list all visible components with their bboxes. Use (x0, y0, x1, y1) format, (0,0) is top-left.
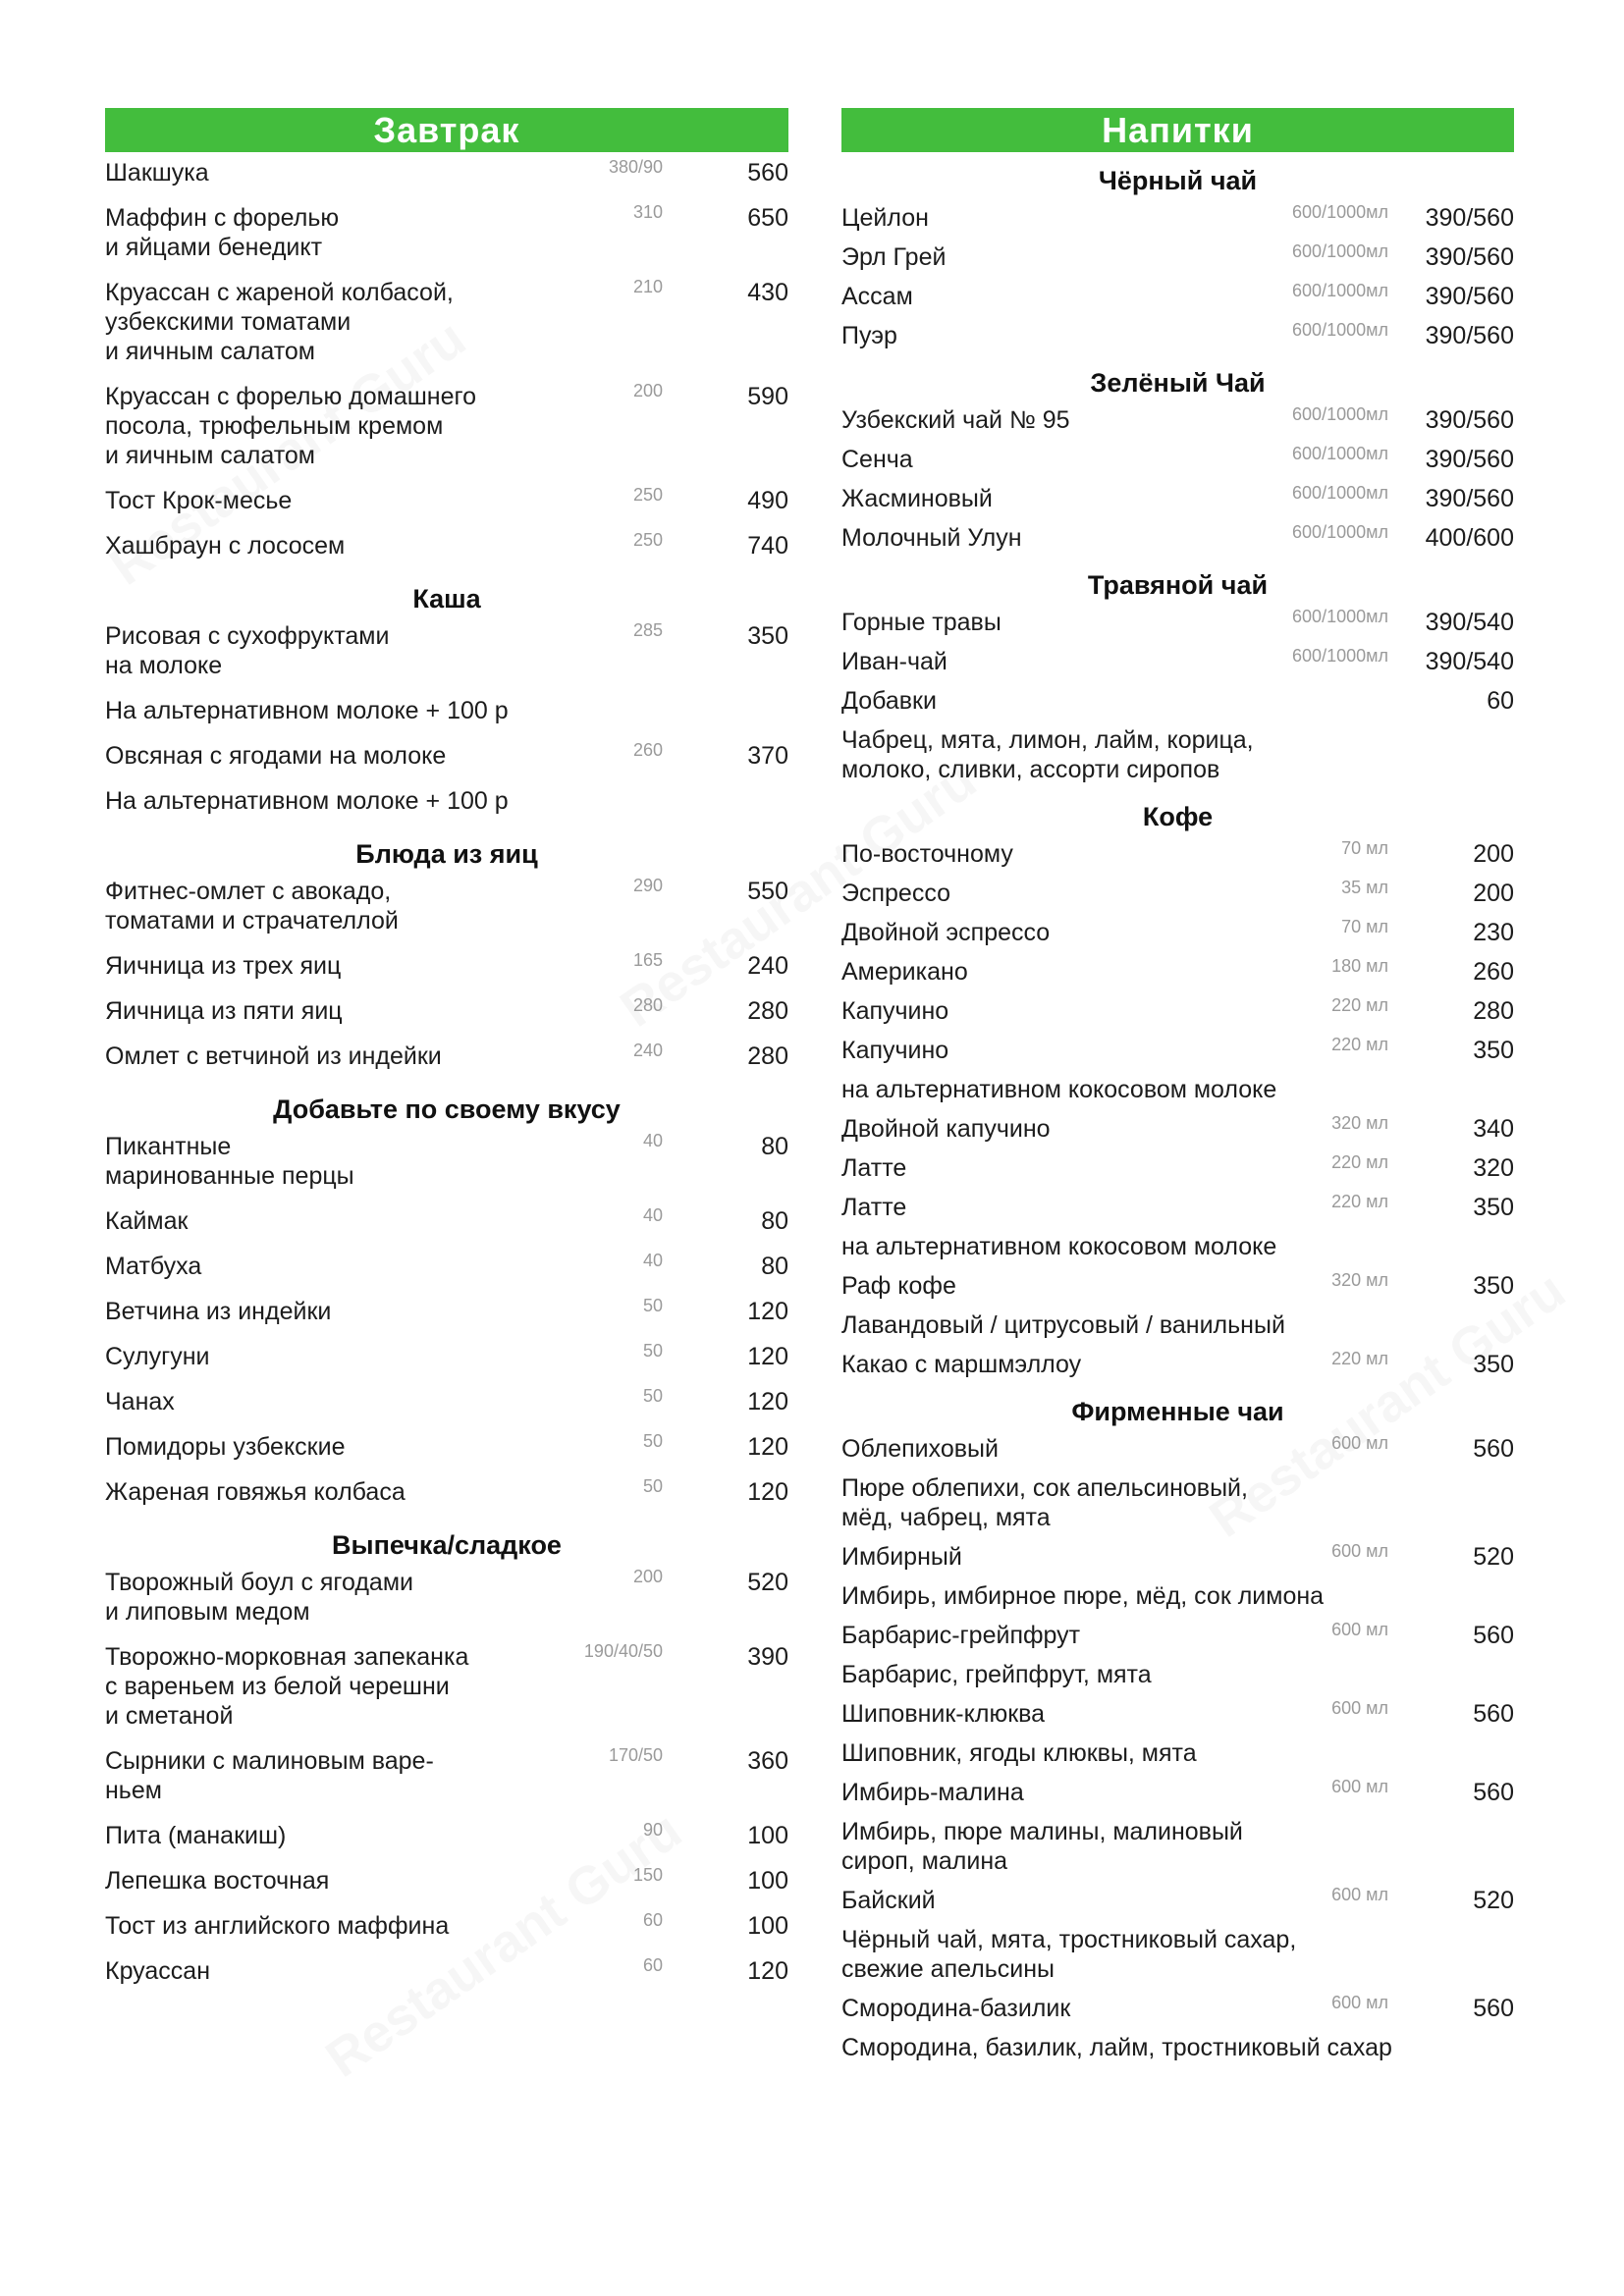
menu-item (105, 1432, 788, 1462)
item-name: Пита (манакиш) (105, 1822, 287, 1849)
item-name: Лепешка восточная (105, 1867, 330, 1895)
item-portion: 320 мл (1331, 1270, 1388, 1290)
section-heading: Зелёный Чай (1090, 368, 1266, 398)
menu-item (841, 321, 1514, 350)
item-portion: 250 (632, 485, 663, 505)
menu-item (105, 877, 788, 935)
item-price: 400/600 (1425, 524, 1514, 552)
item-name: Смородина-базилик (841, 1995, 1071, 2022)
menu-item (841, 725, 1514, 784)
item-name: Овсяная с ягодами на молоке (105, 742, 447, 770)
item-name: Жареная говяжья колбаса (105, 1478, 406, 1506)
item-name: Облепиховый (841, 1435, 999, 1463)
item-name: Имбирный (841, 1543, 962, 1571)
drinks-column (841, 108, 1514, 2072)
item-name: Шиповник-клюква (841, 1700, 1046, 1728)
item-price: 100 (747, 1912, 788, 1940)
menu-item (841, 686, 1514, 716)
item-name: Пюре облепихи, сок апельсиновый, мёд, чабрец, мята (841, 1474, 1248, 1531)
item-price: 520 (1473, 1887, 1514, 1914)
item-portion: 40 (642, 1131, 663, 1150)
item-portion: 600/1000мл (1292, 202, 1388, 222)
section-heading: Кофе (1142, 802, 1214, 831)
item-name: Омлет с ветчиной из индейки (105, 1042, 442, 1070)
item-portion: 50 (642, 1476, 663, 1496)
item-portion: 40 (642, 1205, 663, 1225)
item-name: Круассан с жареной колбасой, узбекскими томатами и яичным салатом (105, 279, 454, 365)
item-name: На альтернативном молоке + 100 р (105, 787, 509, 815)
item-price: 550 (747, 878, 788, 905)
item-portion: 220 мл (1331, 995, 1388, 1015)
item-price: 390/560 (1425, 283, 1514, 310)
menu-item (841, 1036, 1514, 1065)
item-portion: 200 (632, 381, 663, 400)
item-name: Имбирь, пюре малины, малиновый сироп, малина (841, 1818, 1243, 1875)
menu-item (841, 1886, 1514, 1915)
menu-item (105, 996, 788, 1026)
menu-item (841, 282, 1514, 311)
menu-item (105, 1911, 788, 1941)
item-price: 370 (747, 742, 788, 770)
menu-item (841, 1778, 1514, 1807)
menu-item (841, 1434, 1514, 1464)
item-name: Барбарис-грейпфрут (841, 1622, 1081, 1649)
section-heading: Чёрный чай (1098, 166, 1258, 195)
item-price: 350 (1473, 1194, 1514, 1221)
menu-item (841, 1542, 1514, 1572)
menu-item (105, 1297, 788, 1326)
item-portion: 60 (642, 1955, 663, 1975)
item-price: 350 (1473, 1272, 1514, 1300)
menu-item (841, 1193, 1514, 1222)
item-price: 390/560 (1425, 485, 1514, 512)
menu-item (105, 786, 788, 816)
item-portion: 280 (632, 995, 663, 1015)
item-portion: 165 (632, 950, 663, 970)
item-name: Круассан (105, 1957, 211, 1985)
item-portion: 290 (632, 876, 663, 895)
section-heading: Выпечка/сладкое (332, 1530, 562, 1560)
menu-item (105, 741, 788, 771)
item-portion: 50 (642, 1386, 663, 1406)
item-portion: 380/90 (608, 157, 663, 177)
menu-item (841, 1925, 1514, 1984)
menu-item (841, 1621, 1514, 1650)
item-name: Американо (841, 958, 968, 986)
item-price: 390 (747, 1643, 788, 1671)
item-name: Молочный Улун (841, 524, 1022, 552)
item-portion: 250 (632, 530, 663, 550)
menu-item (105, 1642, 788, 1731)
menu-item (841, 445, 1514, 474)
item-name: Имбирь, имбирное пюре, мёд, сок лимона (841, 1582, 1325, 1610)
item-name: Латте (841, 1154, 907, 1182)
item-name: Тост Крок-месье (105, 487, 293, 514)
section-heading: Каша (412, 584, 481, 614)
item-name: Шиповник, ягоды клюквы, мята (841, 1739, 1197, 1767)
menu-item (105, 696, 788, 725)
menu-item (105, 621, 788, 680)
menu-item (105, 278, 788, 366)
menu-item (841, 996, 1514, 1026)
item-portion: 600/1000мл (1292, 281, 1388, 300)
item-price: 560 (1473, 1995, 1514, 2022)
item-portion: 50 (642, 1341, 663, 1361)
menu-item (105, 1342, 788, 1371)
item-price: 80 (761, 1253, 788, 1280)
item-price: 340 (1473, 1115, 1514, 1143)
menu-item (105, 1866, 788, 1896)
menu-item (841, 1581, 1514, 1611)
item-name: Добавки (841, 687, 937, 715)
menu-item (841, 1660, 1514, 1689)
item-portion: 600/1000мл (1292, 404, 1388, 424)
item-portion: 600/1000мл (1292, 241, 1388, 261)
item-portion: 600 мл (1331, 1541, 1388, 1561)
item-price: 520 (1473, 1543, 1514, 1571)
item-name: Сырники с малиновым варе- ньем (105, 1747, 434, 1804)
item-price: 390/560 (1425, 446, 1514, 473)
item-name: Яичница из трех яиц (105, 952, 342, 980)
menu-item (841, 484, 1514, 513)
item-price: 100 (747, 1822, 788, 1849)
item-portion: 190/40/50 (583, 1641, 663, 1661)
menu-item (105, 1956, 788, 1986)
item-price: 350 (1473, 1351, 1514, 1378)
item-price: 280 (747, 1042, 788, 1070)
item-portion: 200 (632, 1567, 663, 1586)
item-price: 520 (747, 1569, 788, 1596)
item-price: 390/540 (1425, 609, 1514, 636)
item-price: 560 (1473, 1435, 1514, 1463)
item-name: Имбирь-малина (841, 1779, 1024, 1806)
item-price: 280 (1473, 997, 1514, 1025)
menu-item (841, 957, 1514, 987)
menu-item (841, 1310, 1514, 1340)
item-price: 360 (747, 1747, 788, 1775)
item-price: 200 (1473, 880, 1514, 907)
item-portion: 600 мл (1331, 1777, 1388, 1796)
menu-item (105, 203, 788, 262)
item-price: 60 (1487, 687, 1514, 715)
item-name: на альтернативном кокосовом молоке (841, 1233, 1277, 1260)
item-portion: 150 (632, 1865, 663, 1885)
item-name: Ветчина из индейки (105, 1298, 332, 1325)
item-name: Помидоры узбекские (105, 1433, 346, 1461)
item-portion: 600 мл (1331, 1433, 1388, 1453)
item-portion: 170/50 (608, 1745, 663, 1765)
item-name: Яичница из пяти яиц (105, 997, 343, 1025)
item-portion: 40 (642, 1251, 663, 1270)
drinks-title: Напитки (841, 108, 1514, 152)
menu-item (105, 1746, 788, 1805)
item-name: Чёрный чай, мята, тростниковый сахар, свежие апельсины (841, 1926, 1297, 1983)
item-name: Пуэр (841, 322, 897, 349)
menu-item (841, 1271, 1514, 1301)
item-portion: 310 (632, 202, 663, 222)
item-price: 390/560 (1425, 406, 1514, 434)
item-price: 120 (747, 1298, 788, 1325)
menu-item (841, 1817, 1514, 1876)
item-name: Чанах (105, 1388, 175, 1415)
item-portion: 220 мл (1331, 1192, 1388, 1211)
item-portion: 600 мл (1331, 1620, 1388, 1639)
item-name: Эрл Грей (841, 243, 947, 271)
item-name: Чабрец, мята, лимон, лайм, корица, молоко, сливки, ассорти сиропов (841, 726, 1254, 783)
menu-item (841, 1699, 1514, 1729)
section-heading: Фирменные чаи (1071, 1397, 1284, 1426)
menu-item (841, 1153, 1514, 1183)
item-name: Маффин с форелью и яйцами бенедикт (105, 204, 340, 261)
item-name: Каймак (105, 1207, 189, 1235)
menu-item (105, 1206, 788, 1236)
item-portion: 70 мл (1341, 917, 1388, 936)
item-price: 320 (1473, 1154, 1514, 1182)
item-price: 120 (747, 1957, 788, 1985)
menu-item (841, 647, 1514, 676)
menu-item (841, 1114, 1514, 1144)
menu-item (105, 1477, 788, 1507)
item-price: 80 (761, 1207, 788, 1235)
menu-item (841, 2033, 1514, 2062)
item-name: Матбуха (105, 1253, 202, 1280)
menu-item (105, 1821, 788, 1850)
menu-item (105, 531, 788, 561)
item-price: 350 (747, 622, 788, 650)
menu-item (841, 839, 1514, 869)
item-name: По-восточному (841, 840, 1013, 868)
item-portion: 70 мл (1341, 838, 1388, 858)
item-price: 740 (747, 532, 788, 560)
item-price: 260 (1473, 958, 1514, 986)
drinks-sections (841, 158, 1514, 2062)
item-name: Эспрессо (841, 880, 950, 907)
menu-item (105, 158, 788, 187)
item-price: 430 (747, 279, 788, 306)
item-name: на альтернативном кокосовом молоке (841, 1076, 1277, 1103)
section-heading: Добавьте по своему вкусу (273, 1095, 621, 1124)
menu-item (105, 951, 788, 981)
item-portion: 240 (632, 1041, 663, 1060)
breakfast-sections (105, 158, 788, 1986)
item-name: Сенча (841, 446, 913, 473)
menu-item (105, 486, 788, 515)
item-portion: 210 (632, 277, 663, 296)
item-portion: 600/1000мл (1292, 444, 1388, 463)
item-name: Жасминовый (841, 485, 993, 512)
menu-item (841, 203, 1514, 233)
item-portion: 285 (632, 620, 663, 640)
item-name: Какао с маршмэллоу (841, 1351, 1082, 1378)
item-name: Сулугуни (105, 1343, 210, 1370)
item-portion: 50 (642, 1431, 663, 1451)
item-price: 230 (1473, 919, 1514, 946)
menu-item (841, 1350, 1514, 1379)
item-price: 200 (1473, 840, 1514, 868)
menu-item (105, 382, 788, 470)
item-name: Раф кофе (841, 1272, 956, 1300)
item-portion: 600/1000мл (1292, 522, 1388, 542)
item-name: Ассам (841, 283, 913, 310)
item-name: Двойной эспрессо (841, 919, 1051, 946)
item-name: Горные травы (841, 609, 1001, 636)
item-price: 560 (747, 159, 788, 187)
item-portion: 90 (642, 1820, 663, 1840)
menu-item (841, 242, 1514, 272)
item-portion: 220 мл (1331, 1349, 1388, 1368)
item-portion: 220 мл (1331, 1152, 1388, 1172)
item-name: Пикантные маринованные перцы (105, 1133, 354, 1190)
item-name: Байский (841, 1887, 936, 1914)
item-portion: 60 (642, 1910, 663, 1930)
item-portion: 50 (642, 1296, 663, 1315)
item-price: 120 (747, 1433, 788, 1461)
item-portion: 320 мл (1331, 1113, 1388, 1133)
item-name: Круассан с форелью домашнего посола, трюфельным кремом и яичным салатом (105, 383, 476, 469)
menu-item (841, 405, 1514, 435)
item-price: 350 (1473, 1037, 1514, 1064)
item-name: Узбекский чай № 95 (841, 406, 1070, 434)
menu-item (105, 1132, 788, 1191)
item-portion: 600/1000мл (1292, 646, 1388, 666)
menu-item (841, 918, 1514, 947)
item-portion: 600/1000мл (1292, 607, 1388, 626)
item-price: 560 (1473, 1622, 1514, 1649)
item-price: 280 (747, 997, 788, 1025)
item-portion: 260 (632, 740, 663, 760)
menu-item (841, 1738, 1514, 1768)
item-name: Двойной капучино (841, 1115, 1051, 1143)
item-price: 560 (1473, 1700, 1514, 1728)
menu-item (841, 1232, 1514, 1261)
item-name: Капучино (841, 997, 949, 1025)
item-price: 390/560 (1425, 243, 1514, 271)
section-heading: Блюда из яиц (355, 839, 538, 869)
menu-item (841, 879, 1514, 908)
item-price: 240 (747, 952, 788, 980)
item-price: 120 (747, 1343, 788, 1370)
item-portion: 600/1000мл (1292, 483, 1388, 503)
item-price: 100 (747, 1867, 788, 1895)
item-name: Фитнес-омлет с авокадо, томатами и страчателлой (105, 878, 399, 934)
item-price: 590 (747, 383, 788, 410)
menu-item (841, 1994, 1514, 2023)
item-price: 560 (1473, 1779, 1514, 1806)
item-name: Латте (841, 1194, 907, 1221)
menu-item (841, 608, 1514, 637)
item-price: 120 (747, 1478, 788, 1506)
item-name: Иван-чай (841, 648, 947, 675)
item-price: 390/540 (1425, 648, 1514, 675)
item-name: Цейлон (841, 204, 929, 232)
item-name: Смородина, базилик, лайм, тростниковый сахар (841, 2034, 1392, 2061)
item-name: Хашбраун с лососем (105, 532, 346, 560)
item-price: 390/560 (1425, 204, 1514, 232)
item-price: 490 (747, 487, 788, 514)
item-name: Барбарис, грейпфрут, мята (841, 1661, 1152, 1688)
menu-item (105, 1041, 788, 1071)
item-name: Капучино (841, 1037, 949, 1064)
item-name: Творожно-морковная запеканка с вареньем из белой черешни и сметаной (105, 1643, 469, 1730)
item-portion: 600 мл (1331, 1993, 1388, 2012)
item-price: 120 (747, 1388, 788, 1415)
breakfast-column (105, 108, 788, 2002)
menu-item (841, 523, 1514, 553)
item-portion: 180 мл (1331, 956, 1388, 976)
item-name: Рисовая с сухофруктами на молоке (105, 622, 390, 679)
item-portion: 220 мл (1331, 1035, 1388, 1054)
item-price: 390/560 (1425, 322, 1514, 349)
item-name: Лавандовый / цитрусовый / ванильный (841, 1311, 1285, 1339)
item-name: Шакшука (105, 159, 209, 187)
menu-item (105, 1252, 788, 1281)
item-name: Тост из английского маффина (105, 1912, 450, 1940)
item-name: Творожный боул с ягодами и липовым медом (105, 1569, 413, 1626)
menu-item (105, 1387, 788, 1416)
item-name: На альтернативном молоке + 100 р (105, 697, 509, 724)
item-price: 80 (761, 1133, 788, 1160)
menu-item (841, 1473, 1514, 1532)
item-price: 650 (747, 204, 788, 232)
item-portion: 600 мл (1331, 1885, 1388, 1904)
item-portion: 600 мл (1331, 1698, 1388, 1718)
item-portion: 600/1000мл (1292, 320, 1388, 340)
breakfast-title: Завтрак (105, 108, 788, 152)
menu-item (105, 1568, 788, 1627)
item-portion: 35 мл (1341, 878, 1388, 897)
menu-item (841, 1075, 1514, 1104)
section-heading: Травяной чай (1087, 570, 1269, 600)
